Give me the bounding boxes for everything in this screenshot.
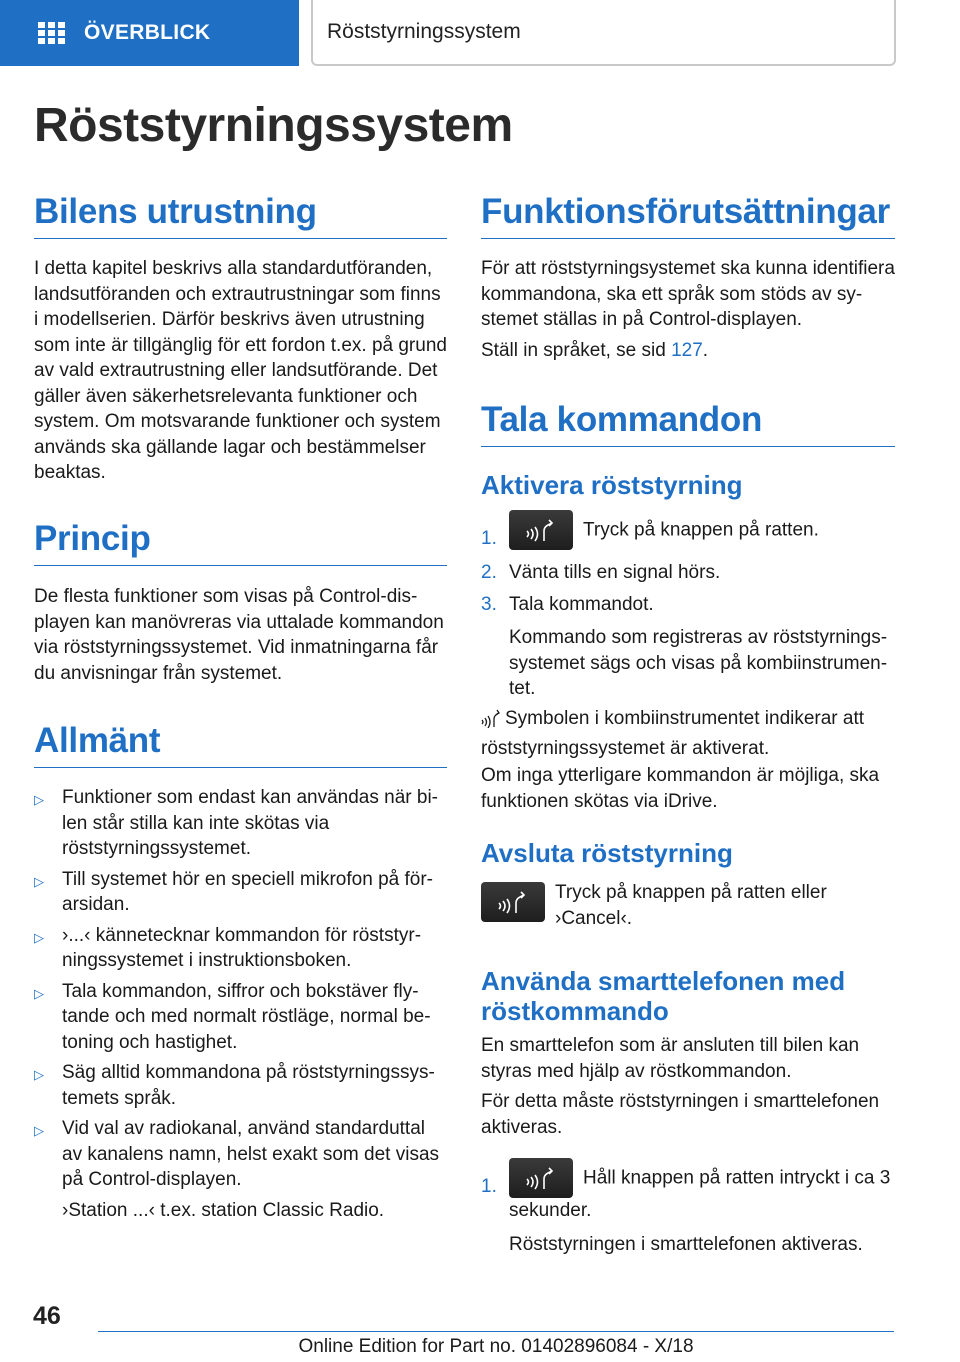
list-item: ▷ Tala kommandon, siffror och bokstäver flytande och med normalt röstläge, normal betoning och hastighet. [34,980,431,1053]
heading-bilens-utrustning: Bilens utrustning [34,192,447,239]
princip-text: De flesta funktioner som visas på Control-displayen kan manövreras via uttalade kommandon via röststyrningssystemet. Vid inmatningarna får du anvisningar från systemet. [34,586,444,684]
step-number: 1. [481,528,497,549]
heading-tala-kommandon: Tala kommandon [481,400,895,447]
bullet-triangle-icon: ▷ [34,1123,44,1138]
language-reference: Ställ in språket, se sid 127. [481,340,709,361]
overview-label: ÖVERBLICK [84,21,211,44]
step-number: 1. [481,1176,497,1197]
step-number: 2. [481,562,497,583]
step-text: Vänta tills en signal hörs. [509,562,721,583]
step-text: Tryck på knappen på ratten. [583,519,819,541]
list-item: ▷ Till systemet hör en speciell mikrofon på förarsidan. [34,868,433,915]
bullet-triangle-icon: ▷ [34,1067,44,1082]
bullet-triangle-icon: ▷ [34,792,44,807]
voice-symbol-icon [481,708,501,736]
bilens-utrustning-text: I detta kapitel beskrivs alla standardutföranden, landsutföranden och extrautrustningar som finns i modellserien. Därför beskrivs även utrustning som inte är tillgänglig för ett fordon t.ex. på grund av vald extrautrustning eller landsutförande. Det gäller även säkerhetsrelevanta funktioner och system. Om motsvarande funktioner och system används ska gällande lagar och bestämmelser beaktas. [34,258,447,483]
heading-allmant: Allmänt [34,721,447,768]
smarttelefon-step-1-extra: Röststyrningen i smarttelefonen aktiveras. [509,1234,863,1255]
step-3-extra: Kommando som registreras av röststyrningssystemet sägs och visas på kombiinstrumentet. [509,627,888,699]
footer-edition-text: Online Edition for Part no. 01402896084 - X/18 [298,1336,694,1357]
list-item: ▷ Säg alltid kommandona på röststyrningssystemets språk. [34,1062,435,1109]
step-text: Tala kommandot. [509,594,654,615]
smarttelefon-text-2: För detta måste röststyrningen i smarttelefonen aktiveras. [481,1091,880,1138]
list-item: ▷ Funktioner som endast kan användas när bilen står stilla kan inte skötas via röststyrningssystemet. [34,787,438,859]
heading-smarttelefon: Använda smarttelefonen med röstkommando [481,966,846,1026]
list-item: ▷ ›...‹ kännetecknar kommandon för röststyrningssystemet i instruktionsboken. [34,924,422,971]
page-number: 46 [33,1302,61,1330]
heading-avsluta: Avsluta röststyrning [481,838,733,868]
smarttelefon-text-1: En smarttelefon som är ansluten till bilen kan styras med hjälp av röstkommandon. [481,1035,860,1082]
list-item-extra: ›Station ...‹ t.ex. station Classic Radio. [62,1199,385,1221]
topic-label: Röststyrningssystem [327,20,521,43]
heading-princip: Princip [34,519,447,566]
avsluta-text: Tryck på knappen på ratten eller ›Cancel‹. [555,882,827,929]
symbol-text: Symbolen i kombiinstrumentet indikerar att röststyrningssystemet är aktiverat. [481,708,865,759]
overview-tab[interactable] [0,0,299,66]
list-item: ▷ Vid val av radiokanal, använd standarduttal av kanalens namn, helst exakt som det visas på Control-displayen. ›Station ...‹ t.ex. station Classic Radio. [34,1116,447,1223]
step-number: 3. [481,594,497,615]
grid-icon [38,22,66,44]
voice-button-icon [509,510,573,550]
smarttelefon-step-1 [481,1158,895,1222]
topic-tab[interactable] [311,0,896,66]
footer-divider [98,1331,894,1332]
no-more-commands-text: Om inga ytterligare kommandon är möjliga, ska funktionen skötas via iDrive. [481,765,880,812]
bullet-triangle-icon: ▷ [34,985,44,1001]
step-1 [481,510,895,552]
step-text: Håll knappen på ratten intryckt i ca 3 sekunder. [509,1167,891,1222]
bullet-triangle-icon: ▷ [34,873,44,889]
voice-button-icon [509,1158,573,1198]
bullet-triangle-icon: ▷ [34,929,44,945]
allmant-list [34,785,447,1228]
heading-funktionsforutsattningar: Funktionsförutsättningar [481,192,895,239]
voice-button-icon [481,882,545,922]
heading-aktivera: Aktivera röststyrning [481,470,743,500]
page-link[interactable]: 127 [671,340,703,361]
page-title: Röststyrningssystem [34,99,513,152]
funktionsforutsattningar-text: För att röststyrningsystemet ska kunna identifiera kommandona, ska ett språk som stöds av systemet ställas in på Control-displayen. [481,258,895,330]
